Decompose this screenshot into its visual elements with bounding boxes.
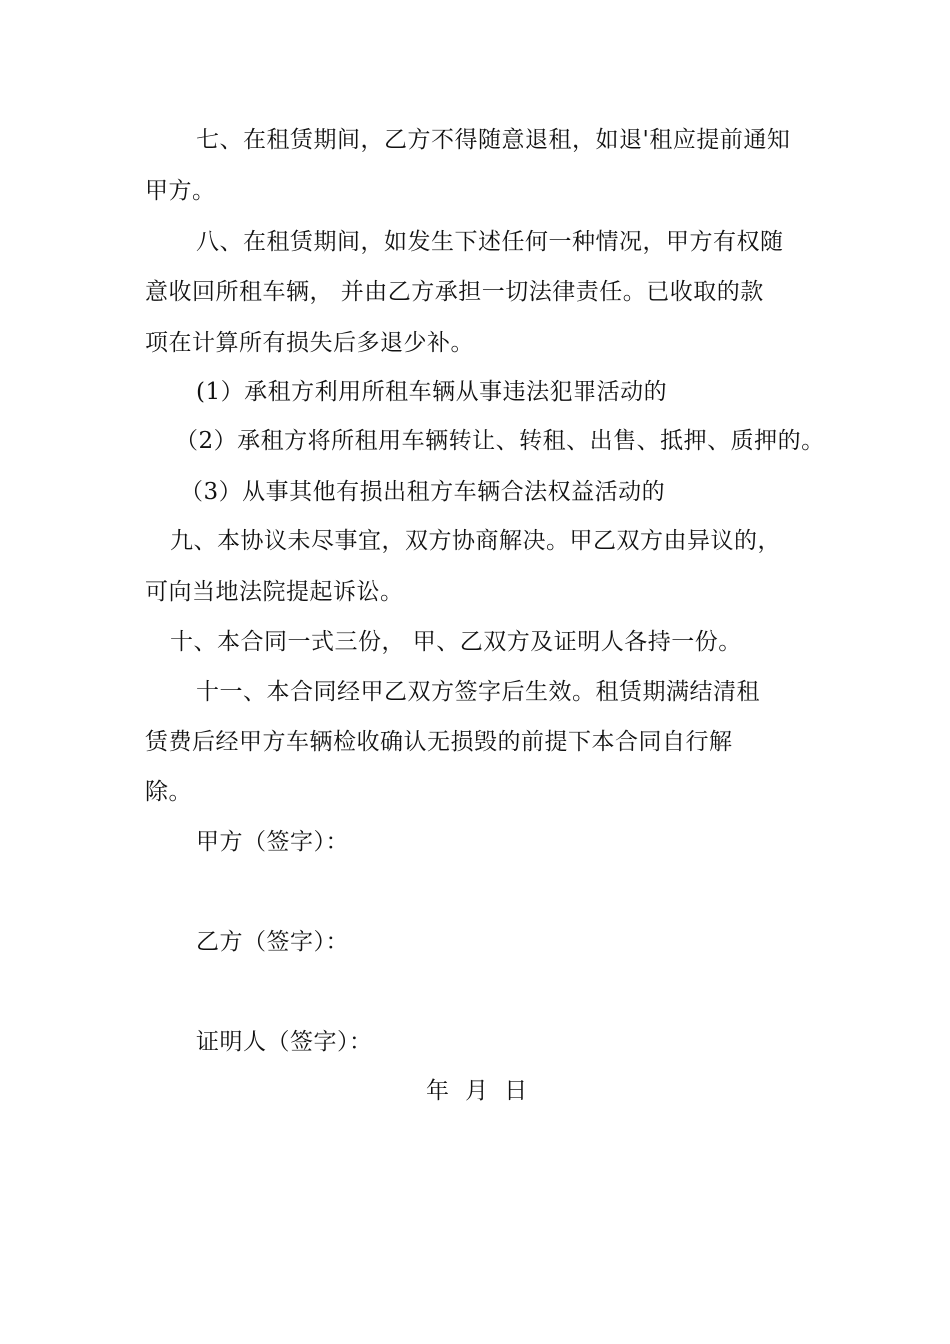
clause-7-line-2: 甲方。: [145, 178, 216, 204]
party-a-signature-label: 甲方（签字）：: [196, 829, 349, 855]
clause-8-item-3: （3）从事其他有损出租方车辆合法权益活动的: [180, 479, 666, 505]
clause-9-line-2: 可向当地法院提起诉讼。: [145, 579, 404, 605]
clause-10: 十、本合同一式三份， 甲、乙双方及证明人各持一份。: [170, 629, 742, 655]
clause-8-line-1: 八、在租赁期间，如发生下述任何一种情况，甲方有权随: [196, 229, 784, 255]
clause-11-line-1: 十一、本合同经甲乙双方签字后生效。租赁期满结清租: [196, 679, 760, 705]
witness-signature-label: 证明人（签字）：: [196, 1029, 373, 1055]
clause-8-item-2: （2）承租方将所租用车辆转让、转租、出售、抵押、质押的。: [175, 428, 825, 454]
clause-7-line-1: 七、在租赁期间，乙方不得随意退租，如退'租应提前通知: [196, 127, 791, 153]
clause-8-item-1: (1）承租方利用所租车辆从事违法犯罪活动的: [196, 379, 668, 405]
clause-8-line-3: 项在计算所有损失后多退少补。: [145, 330, 474, 356]
party-b-signature-label: 乙方（签字）：: [196, 929, 349, 955]
clause-9-line-1: 九、本协议未尽事宜，双方协商解决。甲乙双方由异议的，: [170, 528, 781, 554]
date-line: 年 月 日: [426, 1078, 528, 1104]
clause-11-line-3: 除。: [145, 779, 192, 805]
clause-8-line-2: 意收回所租车辆， 并由乙方承担一切法律责任。已收取的款: [145, 279, 764, 305]
clause-11-line-2: 赁费后经甲方车辆检收确认无损毁的前提下本合同自行解: [145, 729, 733, 755]
